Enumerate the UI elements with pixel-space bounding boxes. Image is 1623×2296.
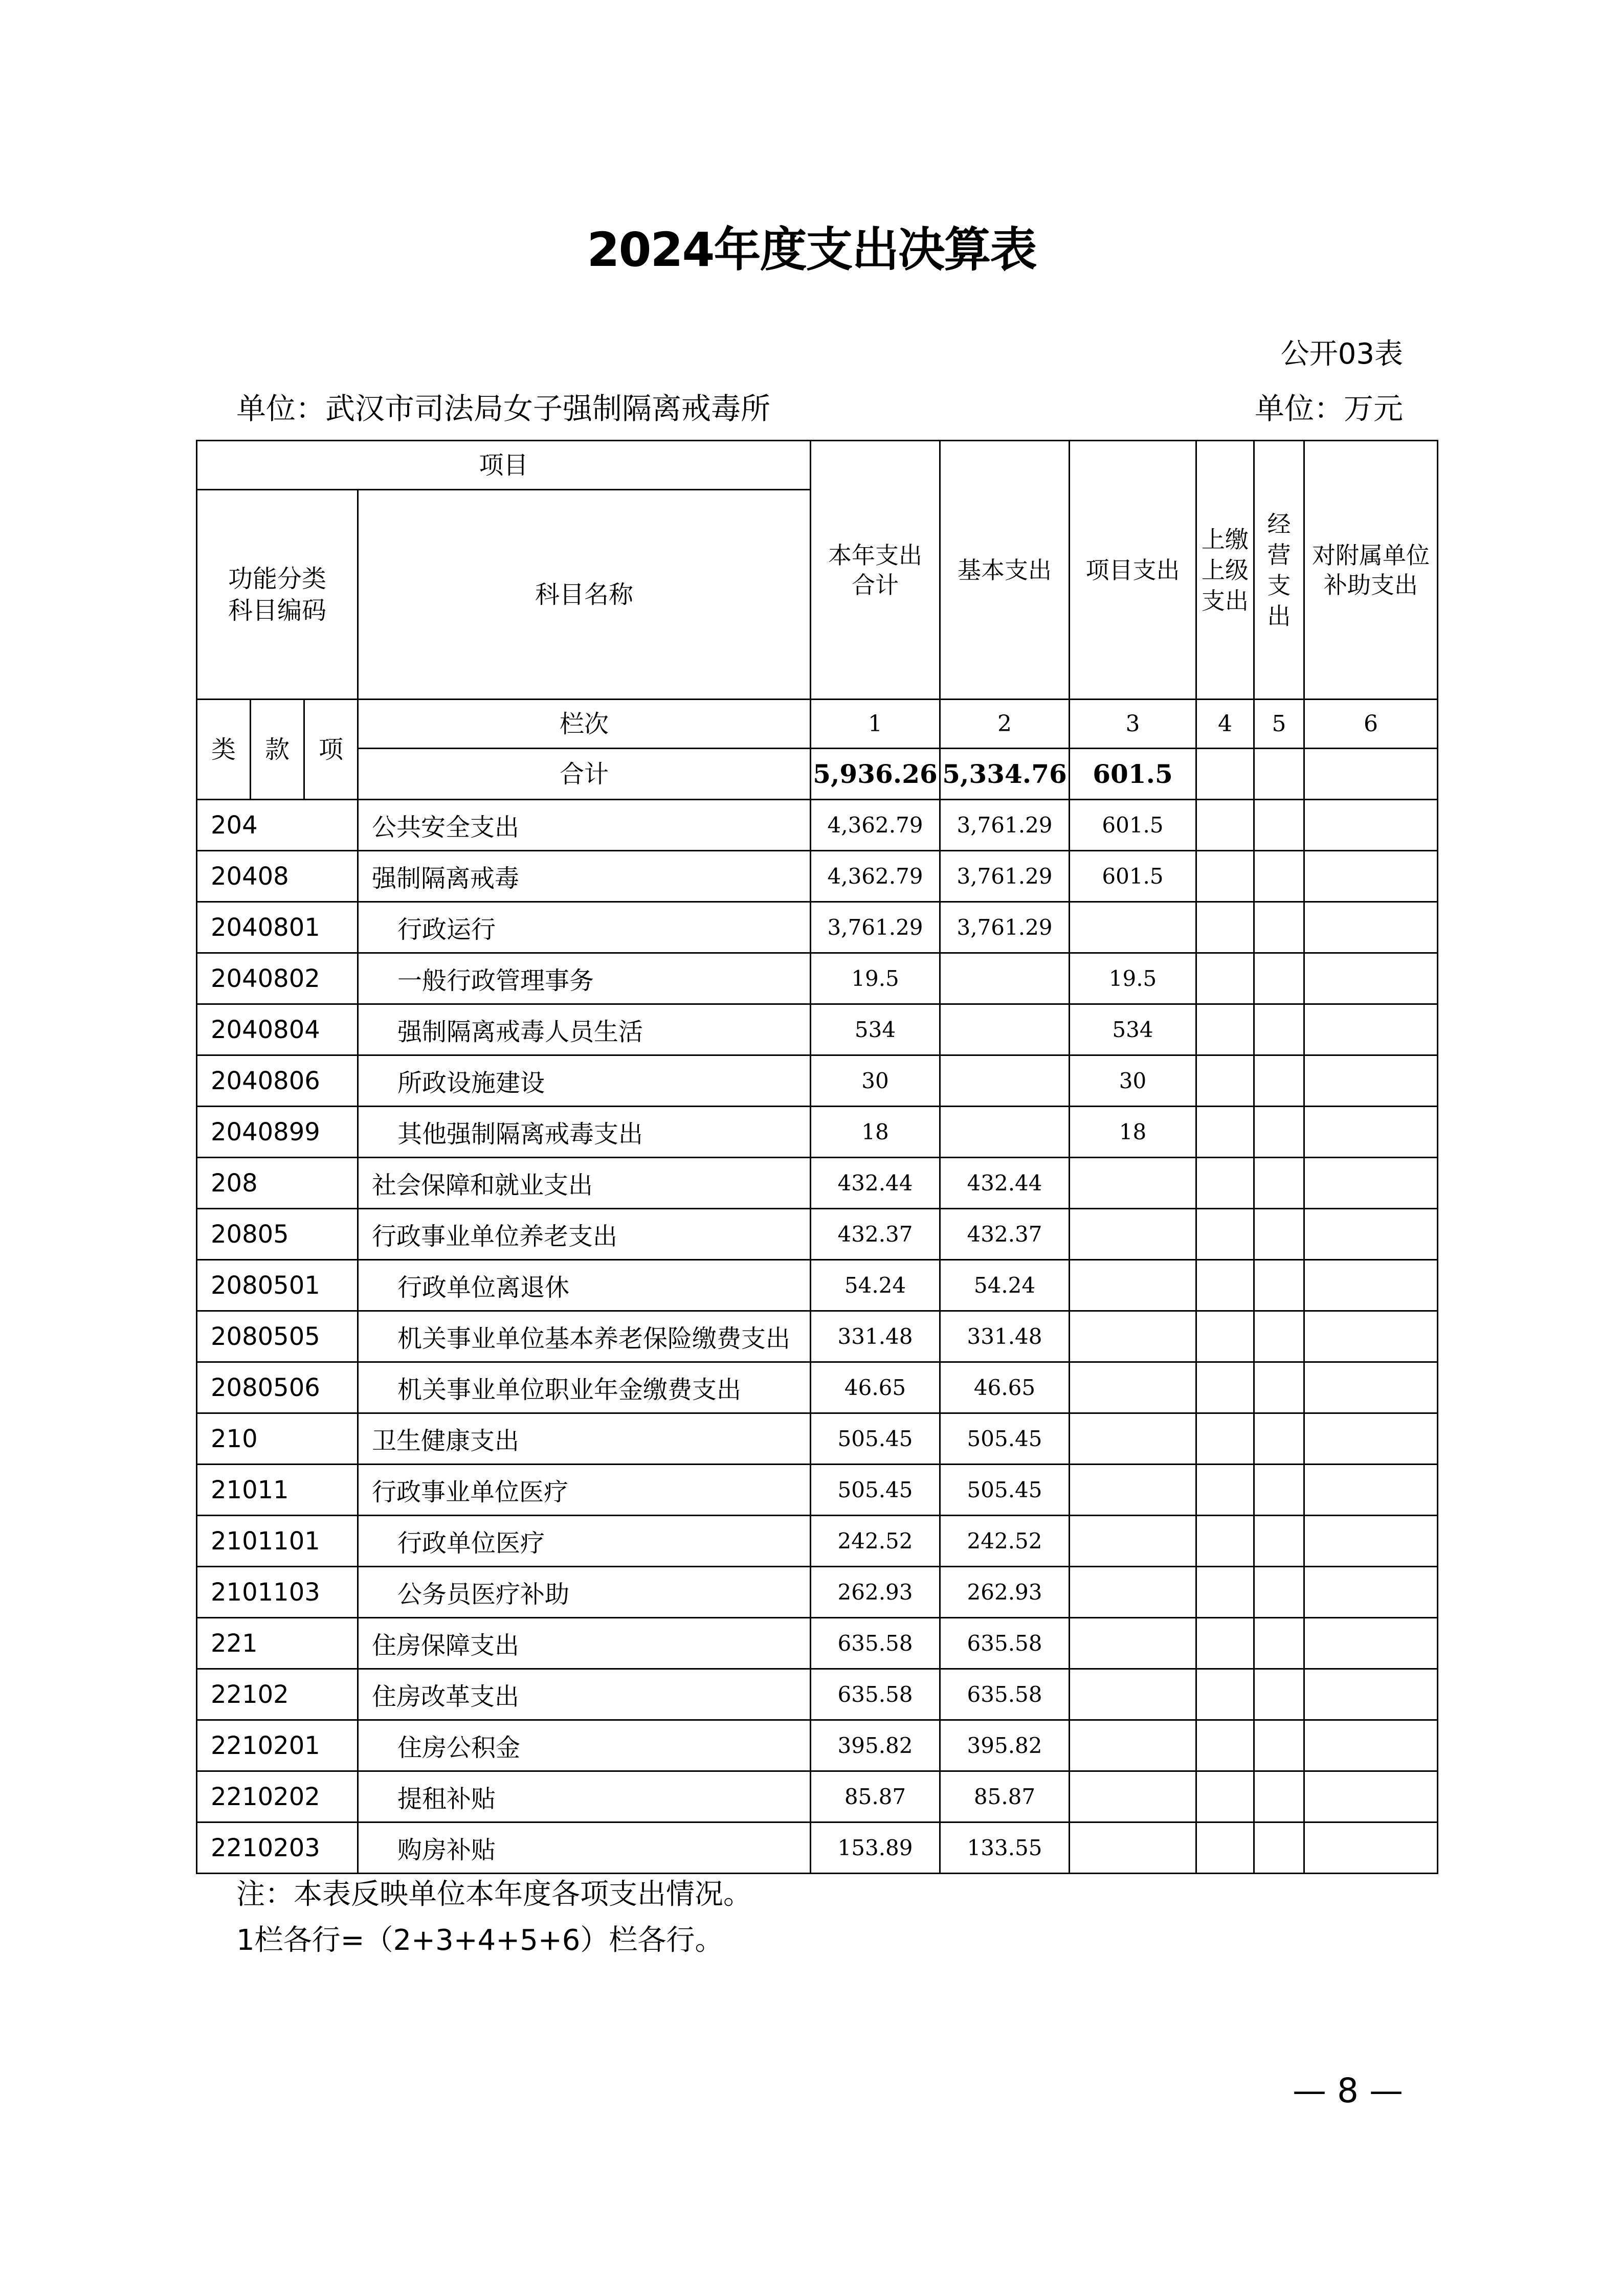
total-project: 601.5 bbox=[1070, 749, 1196, 800]
row-code: 20408 bbox=[197, 851, 358, 902]
row-subsidiary bbox=[1304, 800, 1438, 851]
header-xiang: 项 bbox=[304, 700, 358, 800]
table-row bbox=[197, 1107, 1438, 1158]
row-code: 2210203 bbox=[197, 1822, 358, 1874]
row-basic: 331.48 bbox=[940, 1311, 1070, 1362]
unit-currency: 单位：万元 bbox=[1254, 391, 1403, 426]
row-business bbox=[1254, 1618, 1304, 1669]
row-subsidiary bbox=[1304, 1413, 1438, 1465]
row-subsidiary bbox=[1304, 1055, 1438, 1107]
row-subsidiary bbox=[1304, 1260, 1438, 1311]
row-name: 强制隔离戒毒 bbox=[358, 851, 811, 902]
row-total: 3,761.29 bbox=[811, 902, 940, 953]
row-total: 534 bbox=[811, 1004, 940, 1055]
row-subsidiary bbox=[1304, 1567, 1438, 1618]
row-basic bbox=[940, 953, 1070, 1004]
row-total: 18 bbox=[811, 1107, 940, 1158]
row-total: 242.52 bbox=[811, 1516, 940, 1567]
row-project: 19.5 bbox=[1070, 953, 1196, 1004]
row-project bbox=[1070, 1362, 1196, 1413]
row-basic: 85.87 bbox=[940, 1771, 1070, 1822]
row-code: 2040899 bbox=[197, 1107, 358, 1158]
table-row bbox=[197, 1618, 1438, 1669]
row-code: 204 bbox=[197, 800, 358, 851]
row-subsidiary bbox=[1304, 1465, 1438, 1516]
row-name: 行政单位离退休 bbox=[358, 1260, 811, 1311]
row-code: 2080501 bbox=[197, 1260, 358, 1311]
row-total: 85.87 bbox=[811, 1771, 940, 1822]
row-upper bbox=[1196, 1362, 1254, 1413]
table-row bbox=[197, 1822, 1438, 1874]
row-name: 公务员医疗补助 bbox=[358, 1567, 811, 1618]
row-basic bbox=[940, 1107, 1070, 1158]
row-project bbox=[1070, 1669, 1196, 1720]
row-code: 2040804 bbox=[197, 1004, 358, 1055]
table-row bbox=[197, 902, 1438, 953]
row-project bbox=[1070, 1567, 1196, 1618]
total-business bbox=[1254, 749, 1304, 800]
page-title: 2024年度支出决算表 bbox=[587, 222, 1036, 277]
row-business bbox=[1254, 1771, 1304, 1822]
header-project-expense: 项目支出 bbox=[1070, 441, 1196, 700]
row-business bbox=[1254, 1567, 1304, 1618]
row-project bbox=[1070, 1720, 1196, 1771]
row-upper bbox=[1196, 1004, 1254, 1055]
unit-organization: 单位：武汉市司法局女子强制隔离戒毒所 bbox=[236, 391, 771, 426]
row-business bbox=[1254, 1669, 1304, 1720]
row-upper bbox=[1196, 1465, 1254, 1516]
row-total: 4,362.79 bbox=[811, 800, 940, 851]
col-number: 6 bbox=[1304, 700, 1438, 749]
row-business bbox=[1254, 1055, 1304, 1107]
row-name: 行政单位医疗 bbox=[358, 1516, 811, 1567]
row-code: 2080506 bbox=[197, 1362, 358, 1413]
row-name: 行政事业单位医疗 bbox=[358, 1465, 811, 1516]
row-upper bbox=[1196, 800, 1254, 851]
row-basic: 133.55 bbox=[940, 1822, 1070, 1874]
header-project: 项目 bbox=[197, 441, 811, 490]
row-upper bbox=[1196, 1209, 1254, 1260]
row-project bbox=[1070, 1209, 1196, 1260]
row-basic: 3,761.29 bbox=[940, 902, 1070, 953]
row-name: 住房改革支出 bbox=[358, 1669, 811, 1720]
row-total: 395.82 bbox=[811, 1720, 940, 1771]
row-upper bbox=[1196, 1260, 1254, 1311]
total-basic: 5,334.76 bbox=[940, 749, 1070, 800]
row-upper bbox=[1196, 902, 1254, 953]
row-business bbox=[1254, 1004, 1304, 1055]
row-business bbox=[1254, 953, 1304, 1004]
header-basic: 基本支出 bbox=[940, 441, 1070, 700]
row-basic: 262.93 bbox=[940, 1567, 1070, 1618]
row-basic: 505.45 bbox=[940, 1465, 1070, 1516]
col-number: 3 bbox=[1070, 700, 1196, 749]
header-heji: 合计 bbox=[358, 749, 811, 800]
row-name: 所政设施建设 bbox=[358, 1055, 811, 1107]
row-name: 其他强制隔离戒毒支出 bbox=[358, 1107, 811, 1158]
row-subsidiary bbox=[1304, 1720, 1438, 1771]
table-row bbox=[197, 953, 1438, 1004]
row-basic: 3,761.29 bbox=[940, 800, 1070, 851]
header-func-code: 功能分类科目编码 bbox=[197, 490, 358, 700]
row-project bbox=[1070, 1260, 1196, 1311]
row-business bbox=[1254, 1413, 1304, 1465]
row-basic: 505.45 bbox=[940, 1413, 1070, 1465]
row-total: 331.48 bbox=[811, 1311, 940, 1362]
row-upper bbox=[1196, 1107, 1254, 1158]
row-upper bbox=[1196, 1311, 1254, 1362]
table-row bbox=[197, 1311, 1438, 1362]
row-subsidiary bbox=[1304, 1004, 1438, 1055]
total-subsidiary bbox=[1304, 749, 1438, 800]
col-number: 2 bbox=[940, 700, 1070, 749]
row-upper bbox=[1196, 1055, 1254, 1107]
row-code: 2101101 bbox=[197, 1516, 358, 1567]
page-number: — 8 — bbox=[1293, 2071, 1403, 2110]
row-code: 2040802 bbox=[197, 953, 358, 1004]
row-subsidiary bbox=[1304, 1362, 1438, 1413]
row-total: 505.45 bbox=[811, 1413, 940, 1465]
table-row bbox=[197, 1260, 1438, 1311]
row-basic: 3,761.29 bbox=[940, 851, 1070, 902]
row-basic: 54.24 bbox=[940, 1260, 1070, 1311]
row-total: 46.65 bbox=[811, 1362, 940, 1413]
row-upper bbox=[1196, 1567, 1254, 1618]
row-basic: 395.82 bbox=[940, 1720, 1070, 1771]
row-basic: 432.37 bbox=[940, 1209, 1070, 1260]
row-project bbox=[1070, 1158, 1196, 1209]
header-upper-payment: 上缴上级支出 bbox=[1196, 441, 1254, 700]
expenditure-table bbox=[196, 440, 1438, 1874]
row-business bbox=[1254, 902, 1304, 953]
row-project bbox=[1070, 1311, 1196, 1362]
row-upper bbox=[1196, 1158, 1254, 1209]
row-business bbox=[1254, 1260, 1304, 1311]
row-subsidiary bbox=[1304, 1158, 1438, 1209]
row-business bbox=[1254, 1465, 1304, 1516]
row-subsidiary bbox=[1304, 1669, 1438, 1720]
row-total: 30 bbox=[811, 1055, 940, 1107]
row-subsidiary bbox=[1304, 851, 1438, 902]
row-name: 行政运行 bbox=[358, 902, 811, 953]
row-code: 208 bbox=[197, 1158, 358, 1209]
row-name: 卫生健康支出 bbox=[358, 1413, 811, 1465]
row-code: 21011 bbox=[197, 1465, 358, 1516]
row-total: 4,362.79 bbox=[811, 851, 940, 902]
row-code: 2101103 bbox=[197, 1567, 358, 1618]
row-project: 30 bbox=[1070, 1055, 1196, 1107]
row-subsidiary bbox=[1304, 1516, 1438, 1567]
row-project: 534 bbox=[1070, 1004, 1196, 1055]
row-name: 一般行政管理事务 bbox=[358, 953, 811, 1004]
row-upper bbox=[1196, 1771, 1254, 1822]
row-code: 221 bbox=[197, 1618, 358, 1669]
row-code: 22102 bbox=[197, 1669, 358, 1720]
row-name: 提租补贴 bbox=[358, 1771, 811, 1822]
row-name: 购房补贴 bbox=[358, 1822, 811, 1874]
row-total: 262.93 bbox=[811, 1567, 940, 1618]
table-row bbox=[197, 1413, 1438, 1465]
header-lei: 类 bbox=[197, 700, 251, 800]
row-business bbox=[1254, 1209, 1304, 1260]
row-subsidiary bbox=[1304, 953, 1438, 1004]
note-line-2: 1栏各行=（2+3+4+5+6）栏各行。 bbox=[236, 1924, 724, 1957]
row-business bbox=[1254, 1158, 1304, 1209]
row-name: 行政事业单位养老支出 bbox=[358, 1209, 811, 1260]
table-row bbox=[197, 800, 1438, 851]
col-number: 4 bbox=[1196, 700, 1254, 749]
table-row bbox=[197, 1362, 1438, 1413]
row-project bbox=[1070, 902, 1196, 953]
row-basic: 432.44 bbox=[940, 1158, 1070, 1209]
row-name: 强制隔离戒毒人员生活 bbox=[358, 1004, 811, 1055]
row-name: 机关事业单位基本养老保险缴费支出 bbox=[358, 1311, 811, 1362]
header-kuan: 款 bbox=[251, 700, 304, 800]
row-total: 153.89 bbox=[811, 1822, 940, 1874]
row-basic: 46.65 bbox=[940, 1362, 1070, 1413]
row-total: 19.5 bbox=[811, 953, 940, 1004]
row-subsidiary bbox=[1304, 902, 1438, 953]
row-upper bbox=[1196, 1618, 1254, 1669]
row-project bbox=[1070, 1516, 1196, 1567]
row-basic: 635.58 bbox=[940, 1618, 1070, 1669]
row-business bbox=[1254, 1107, 1304, 1158]
table-row bbox=[197, 1516, 1438, 1567]
row-upper bbox=[1196, 851, 1254, 902]
row-code: 210 bbox=[197, 1413, 358, 1465]
row-upper bbox=[1196, 953, 1254, 1004]
row-name: 机关事业单位职业年金缴费支出 bbox=[358, 1362, 811, 1413]
row-business bbox=[1254, 1311, 1304, 1362]
row-total: 505.45 bbox=[811, 1465, 940, 1516]
table-row bbox=[197, 1771, 1438, 1822]
col-number: 1 bbox=[811, 700, 940, 749]
row-project bbox=[1070, 1618, 1196, 1669]
row-total: 432.44 bbox=[811, 1158, 940, 1209]
header-subsidiary: 对附属单位补助支出 bbox=[1304, 441, 1438, 700]
row-upper bbox=[1196, 1669, 1254, 1720]
row-project: 18 bbox=[1070, 1107, 1196, 1158]
row-subsidiary bbox=[1304, 1771, 1438, 1822]
table-row bbox=[197, 1055, 1438, 1107]
row-upper bbox=[1196, 1516, 1254, 1567]
row-basic: 242.52 bbox=[940, 1516, 1070, 1567]
row-subsidiary bbox=[1304, 1618, 1438, 1669]
row-project: 601.5 bbox=[1070, 851, 1196, 902]
row-basic bbox=[940, 1055, 1070, 1107]
row-project: 601.5 bbox=[1070, 800, 1196, 851]
row-project bbox=[1070, 1771, 1196, 1822]
row-total: 432.37 bbox=[811, 1209, 940, 1260]
table-row bbox=[197, 1158, 1438, 1209]
row-code: 2040801 bbox=[197, 902, 358, 953]
row-code: 2080505 bbox=[197, 1311, 358, 1362]
header-lanci: 栏次 bbox=[358, 700, 811, 749]
row-total: 635.58 bbox=[811, 1618, 940, 1669]
row-name: 住房公积金 bbox=[358, 1720, 811, 1771]
header-business: 经营支出 bbox=[1254, 441, 1304, 700]
total-sum: 5,936.26 bbox=[811, 749, 940, 800]
row-subsidiary bbox=[1304, 1107, 1438, 1158]
row-name: 公共安全支出 bbox=[358, 800, 811, 851]
row-basic bbox=[940, 1004, 1070, 1055]
table-row bbox=[197, 1465, 1438, 1516]
row-subsidiary bbox=[1304, 1209, 1438, 1260]
form-number: 公开03表 bbox=[1280, 337, 1403, 371]
table-row bbox=[197, 1209, 1438, 1260]
row-business bbox=[1254, 851, 1304, 902]
row-name: 住房保障支出 bbox=[358, 1618, 811, 1669]
row-project bbox=[1070, 1822, 1196, 1874]
total-upper bbox=[1196, 749, 1254, 800]
row-subsidiary bbox=[1304, 1311, 1438, 1362]
row-subsidiary bbox=[1304, 1822, 1438, 1874]
note-line-1: 注：本表反映单位本年度各项支出情况。 bbox=[236, 1878, 752, 1911]
row-code: 2210202 bbox=[197, 1771, 358, 1822]
row-business bbox=[1254, 1720, 1304, 1771]
table-row bbox=[197, 851, 1438, 902]
row-total: 635.58 bbox=[811, 1669, 940, 1720]
row-upper bbox=[1196, 1822, 1254, 1874]
row-code: 2040806 bbox=[197, 1055, 358, 1107]
table-row bbox=[197, 1567, 1438, 1618]
table-row bbox=[197, 1004, 1438, 1055]
row-business bbox=[1254, 1822, 1304, 1874]
row-upper bbox=[1196, 1413, 1254, 1465]
row-total: 54.24 bbox=[811, 1260, 940, 1311]
row-code: 20805 bbox=[197, 1209, 358, 1260]
row-business bbox=[1254, 800, 1304, 851]
col-number: 5 bbox=[1254, 700, 1304, 749]
row-business bbox=[1254, 1516, 1304, 1567]
header-subject-name: 科目名称 bbox=[358, 490, 811, 700]
row-business bbox=[1254, 1362, 1304, 1413]
row-name: 社会保障和就业支出 bbox=[358, 1158, 811, 1209]
row-basic: 635.58 bbox=[940, 1669, 1070, 1720]
header-total: 本年支出合计 bbox=[811, 441, 940, 700]
row-code: 2210201 bbox=[197, 1720, 358, 1771]
row-upper bbox=[1196, 1720, 1254, 1771]
table-row bbox=[197, 1669, 1438, 1720]
row-project bbox=[1070, 1413, 1196, 1465]
table-row bbox=[197, 1720, 1438, 1771]
row-project bbox=[1070, 1465, 1196, 1516]
